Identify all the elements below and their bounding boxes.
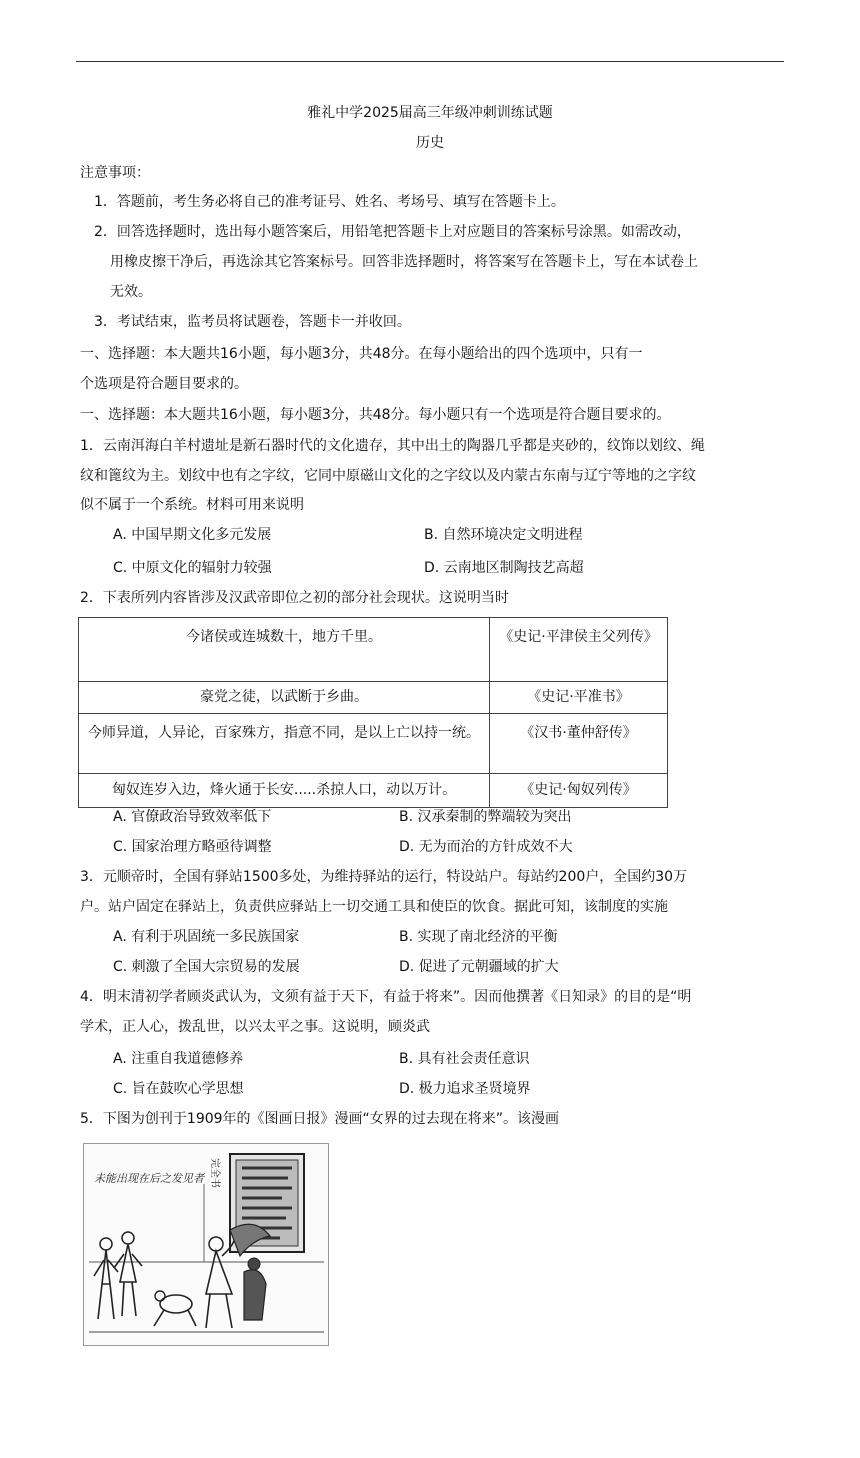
q3-option-b: B. 实现了南北经济的平衡 — [399, 929, 558, 945]
header-rule — [76, 61, 784, 62]
exam-title: 雅礼中学2025届高三年级冲刺训练试题 — [307, 105, 553, 121]
q1-stem: 似不属于一个系统。材料可用来说明 — [80, 497, 304, 513]
q2-option-a: A. 官僚政治导致效率低下 — [113, 809, 272, 825]
q3-stem: 3．元顺帝时，全国有驿站1500多处，为维持驿站的运行，特设站户。每站约200户，全国约30万 — [80, 869, 688, 885]
q1-stem: 1．云南洱海白羊村遗址是新石器时代的文化遗存，其中出土的陶器几乎都是夹砂的，纹饰以划纹、绳 — [80, 438, 705, 454]
table-row — [79, 774, 668, 808]
q2-option-c: C. 国家治理方略亟待调整 — [113, 839, 272, 855]
table-cell-source: 《史记·平准书》 — [490, 682, 668, 714]
table-row — [79, 682, 668, 714]
q4-stem: 学术，正人心，拨乱世，以兴太平之事。这说明，顾炎武 — [80, 1019, 430, 1035]
cartoon-caption: 未能出现在后之发见者 — [94, 1172, 204, 1185]
notice-item: 用橡皮擦干净后，再选涂其它答案标号。回答非选择题时，将答案写在答题卡上，写在本试卷上 — [110, 254, 698, 270]
q3-option-c: C. 刺激了全国大宗贸易的发展 — [113, 959, 300, 975]
table-cell-text: 今师异道，人异论，百家殊方，指意不同，是以上亡以持一统。 — [79, 714, 490, 774]
table-cell-source: 《史记·匈奴列传》 — [490, 774, 668, 808]
q5-stem: 5．下图为创刊于1909年的《图画日报》漫画“女界的过去现在将来”。该漫画 — [80, 1111, 560, 1127]
notice-item: 3．考试结束，监考员将试题卷，答题卡一并收回。 — [94, 314, 411, 330]
q3-option-d: D. 促进了元朝疆域的扩大 — [399, 959, 559, 975]
q3-stem: 户。站户固定在驿站上，负责供应驿站上一切交通工具和使臣的饮食。据此可知，该制度的实施 — [80, 899, 668, 915]
notice-item: 1．答题前，考生务必将自己的准考证号、姓名、考场号、填写在答题卡上。 — [94, 194, 565, 210]
q2-option-d: D. 无为而治的方针成效不大 — [399, 839, 573, 855]
q2-source-table — [78, 617, 668, 808]
q1-option-a: A. 中国早期文化多元发展 — [113, 527, 272, 543]
q4-option-c: C. 旨在鼓吹心学思想 — [113, 1081, 244, 1097]
q1-option-d: D. 云南地区制陶技艺高超 — [424, 560, 584, 576]
q4-stem: 4．明末清初学者顾炎武认为，文须有益于天下，有益于将来”。因而他撰著《日知录》的目的是“明 — [80, 989, 692, 1005]
table-row — [79, 618, 668, 682]
q3-option-a: A. 有利于巩固统一多民族国家 — [113, 929, 300, 945]
q2-option-b: B. 汉承秦制的弊端较为突出 — [399, 809, 572, 825]
exam-subject: 历史 — [416, 135, 444, 151]
q1-option-c: C. 中原文化的辐射力较强 — [113, 560, 272, 576]
q4-option-a: A. 注重自我道德修养 — [113, 1051, 244, 1067]
notice-item: 2．回答选择题时，选出每小题答案后，用铅笔把答题卡上对应题目的答案标号涂黑。如需改动， — [94, 224, 691, 240]
table-cell-text: 匈奴连岁入边，烽火通于长安.....杀掠人口，动以万计。 — [79, 774, 490, 808]
q4-option-d: D. 极力追求圣贤境界 — [399, 1081, 531, 1097]
q1-stem: 纹和篦纹为主。划纹中也有之字纹，它同中原磁山文化的之字纹以及内蒙古东南与辽宁等地的之字纹 — [80, 468, 696, 484]
notice-heading: 注意事项： — [80, 165, 150, 181]
table-cell-source: 《汉书·董仲舒传》 — [490, 714, 668, 774]
q5-cartoon-image — [83, 1143, 329, 1346]
section-heading: 一、选择题：本大题共16小题，每小题3分，共48分。每小题只有一个选项是符合题目要求的。 — [80, 407, 671, 423]
table-cell-text: 豪党之徒，以武断于乡曲。 — [79, 682, 490, 714]
q2-stem: 2．下表所列内容皆涉及汉武帝即位之初的部分社会现状。这说明当时 — [80, 590, 509, 606]
table-cell-source: 《史记·平津侯主父列传》 — [490, 618, 668, 682]
table-cell-text: 今诸侯或连城数十，地方千里。 — [79, 618, 490, 682]
section-heading: 个选项是符合题目要求的。 — [80, 376, 248, 392]
section-heading: 一、选择题：本大题共16小题，每小题3分，共48分。在每小题给出的四个选项中，只有一 — [80, 346, 643, 362]
q4-option-b: B. 具有社会责任意识 — [399, 1051, 530, 1067]
table-row — [79, 714, 668, 774]
notice-item: 无效。 — [110, 284, 152, 300]
cartoon-side-text: 完全书 — [209, 1158, 220, 1188]
q1-option-b: B. 自然环境决定文明进程 — [424, 527, 583, 543]
